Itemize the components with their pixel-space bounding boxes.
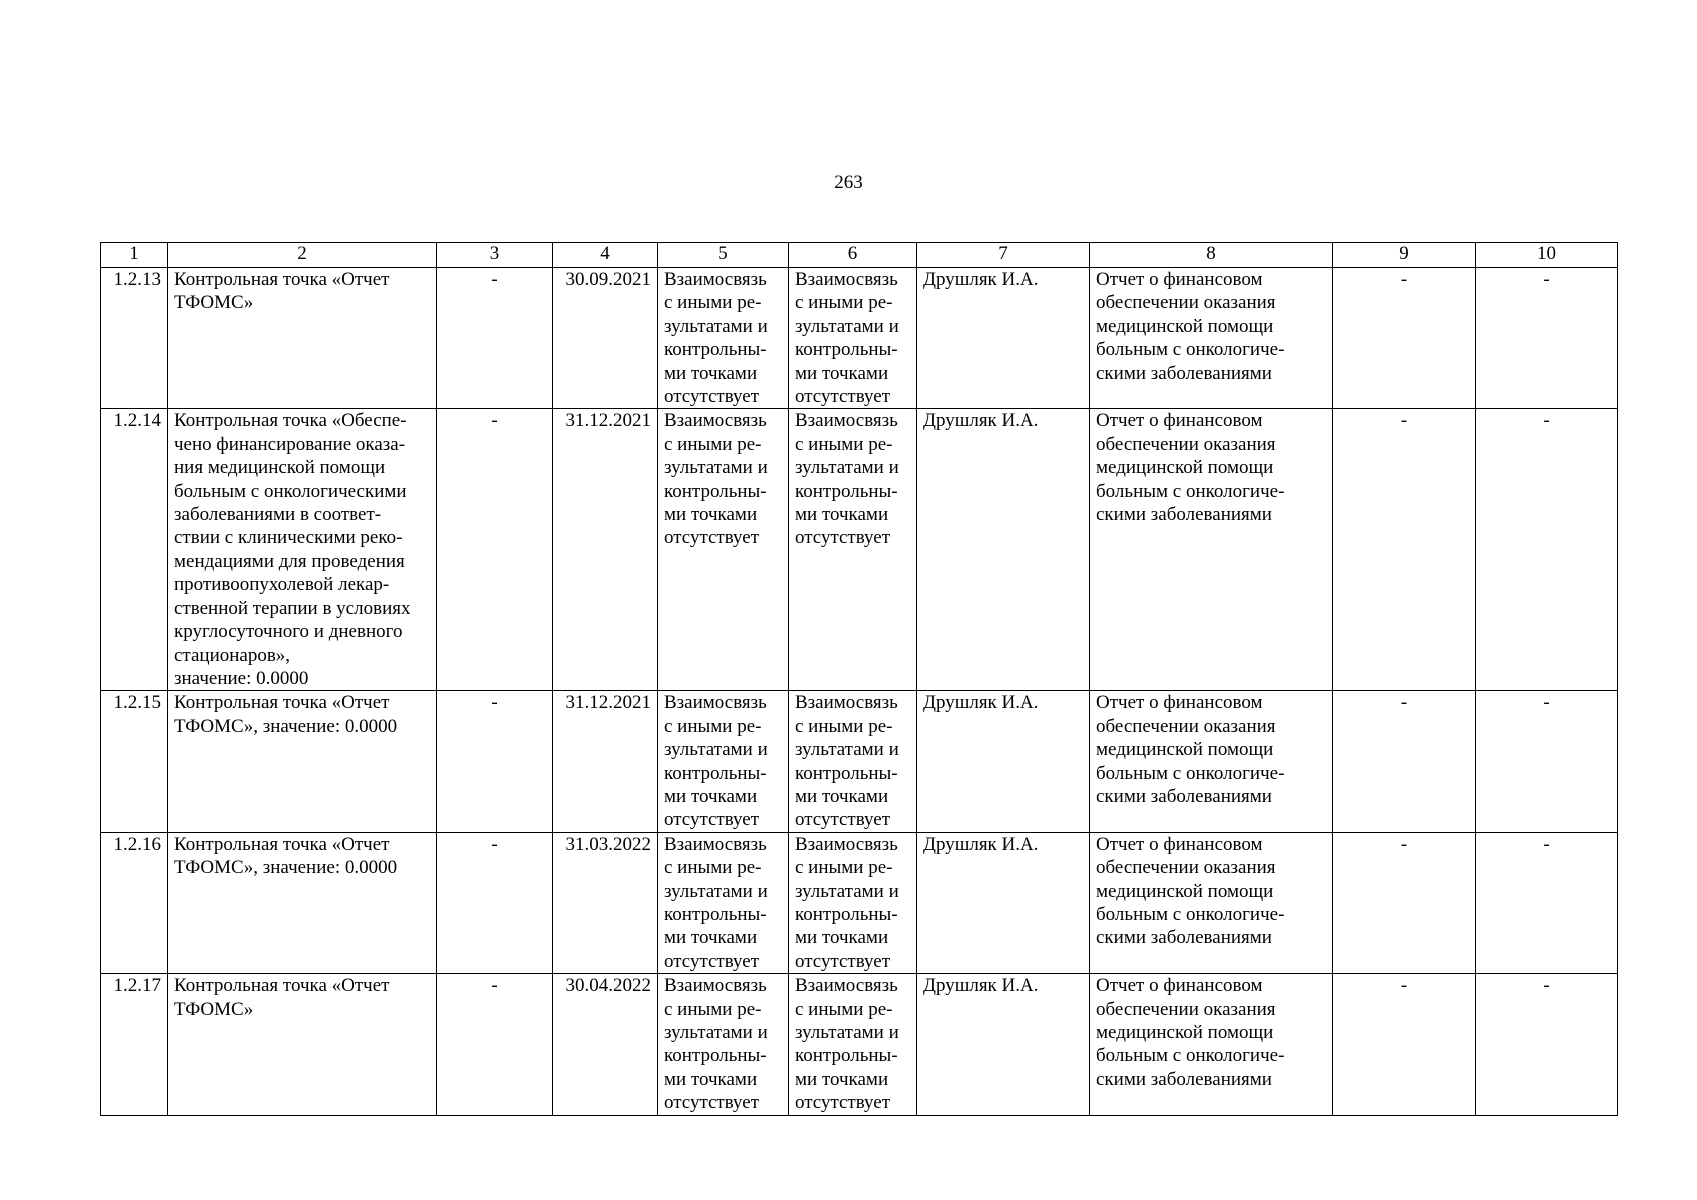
- relationship-col5: Взаимосвязь с иными ре- зультатами и контрольны- ми точками отсутствует: [658, 974, 789, 1115]
- cell-col3: -: [437, 268, 553, 409]
- column-header-7: 7: [917, 243, 1090, 268]
- checkpoints-table: [100, 242, 1618, 1116]
- relationship-col6: Взаимосвязь с иными ре- зультатами и контрольны- ми точками отсутствует: [789, 832, 917, 973]
- column-header-8: 8: [1090, 243, 1333, 268]
- table-row: [101, 832, 1618, 973]
- cell-col3: -: [437, 691, 553, 832]
- responsible-person: Друшляк И.А.: [917, 974, 1090, 1115]
- cell-col3: -: [437, 832, 553, 973]
- checkpoint-description: Контрольная точка «Отчет ТФОМС», значение: 0.0000: [168, 691, 437, 832]
- cell-col9: -: [1333, 691, 1476, 832]
- cell-col10: -: [1476, 832, 1618, 973]
- relationship-col6: Взаимосвязь с иными ре- зультатами и контрольны- ми точками отсутствует: [789, 974, 917, 1115]
- responsible-person: Друшляк И.А.: [917, 268, 1090, 409]
- column-header-3: 3: [437, 243, 553, 268]
- table-row: [101, 268, 1618, 409]
- row-number: 1.2.13: [101, 268, 168, 409]
- column-header-5: 5: [658, 243, 789, 268]
- column-header-4: 4: [553, 243, 658, 268]
- row-number: 1.2.15: [101, 691, 168, 832]
- responsible-person: Друшляк И.А.: [917, 832, 1090, 973]
- cell-col9: -: [1333, 409, 1476, 691]
- column-header-2: 2: [168, 243, 437, 268]
- row-number: 1.2.17: [101, 974, 168, 1115]
- report-document: Отчет о финансовом обеспечении оказания медицинской помощи больным с онкологиче- скими заболеваниями: [1090, 409, 1333, 691]
- checkpoint-description: Контрольная точка «Отчет ТФОМС»: [168, 974, 437, 1115]
- table-row: [101, 974, 1618, 1115]
- report-document: Отчет о финансовом обеспечении оказания медицинской помощи больным с онкологиче- скими заболеваниями: [1090, 974, 1333, 1115]
- table-row: [101, 691, 1618, 832]
- report-document: Отчет о финансовом обеспечении оказания медицинской помощи больным с онкологиче- скими заболеваниями: [1090, 832, 1333, 973]
- cell-col10: -: [1476, 974, 1618, 1115]
- table-row: [101, 409, 1618, 691]
- relationship-col5: Взаимосвязь с иными ре- зультатами и контрольны- ми точками отсутствует: [658, 691, 789, 832]
- table-body: [101, 268, 1618, 1116]
- cell-col10: -: [1476, 409, 1618, 691]
- page-number: 263: [834, 172, 863, 193]
- responsible-person: Друшляк И.А.: [917, 409, 1090, 691]
- checkpoint-description: Контрольная точка «Отчет ТФОМС», значение: 0.0000: [168, 832, 437, 973]
- report-document: Отчет о финансовом обеспечении оказания медицинской помощи больным с онкологиче- скими заболеваниями: [1090, 268, 1333, 409]
- cell-col10: -: [1476, 691, 1618, 832]
- cell-col9: -: [1333, 268, 1476, 409]
- relationship-col5: Взаимосвязь с иными ре- зультатами и контрольны- ми точками отсутствует: [658, 268, 789, 409]
- cell-col10: -: [1476, 268, 1618, 409]
- checkpoint-description: Контрольная точка «Обеспе- чено финансирование оказа- ния медицинской помощи больным с онкологическими заболеваниями в соответ- ствии с клиническими реко- мендациями для проведения противоопухолевой лекар- ственной терапии в условиях круглосуточного и дневного стационаров», значение: 0.0000: [168, 409, 437, 691]
- relationship-col6: Взаимосвязь с иными ре- зультатами и контрольны- ми точками отсутствует: [789, 409, 917, 691]
- column-header-10: 10: [1476, 243, 1618, 268]
- relationship-col6: Взаимосвязь с иными ре- зультатами и контрольны- ми точками отсутствует: [789, 268, 917, 409]
- relationship-col5: Взаимосвязь с иными ре- зультатами и контрольны- ми точками отсутствует: [658, 409, 789, 691]
- checkpoint-date: 31.12.2021: [553, 691, 658, 832]
- cell-col3: -: [437, 409, 553, 691]
- report-document: Отчет о финансовом обеспечении оказания медицинской помощи больным с онкологиче- скими заболеваниями: [1090, 691, 1333, 832]
- checkpoint-date: 30.04.2022: [553, 974, 658, 1115]
- column-header-6: 6: [789, 243, 917, 268]
- column-header-1: 1: [101, 243, 168, 268]
- table-header-row: [101, 243, 1618, 268]
- relationship-col6: Взаимосвязь с иными ре- зультатами и контрольны- ми точками отсутствует: [789, 691, 917, 832]
- column-header-9: 9: [1333, 243, 1476, 268]
- checkpoint-date: 31.12.2021: [553, 409, 658, 691]
- cell-col9: -: [1333, 832, 1476, 973]
- checkpoint-description: Контрольная точка «Отчет ТФОМС»: [168, 268, 437, 409]
- relationship-col5: Взаимосвязь с иными ре- зультатами и контрольны- ми точками отсутствует: [658, 832, 789, 973]
- responsible-person: Друшляк И.А.: [917, 691, 1090, 832]
- checkpoint-date: 31.03.2022: [553, 832, 658, 973]
- checkpoint-date: 30.09.2021: [553, 268, 658, 409]
- cell-col3: -: [437, 974, 553, 1115]
- row-number: 1.2.16: [101, 832, 168, 973]
- cell-col9: -: [1333, 974, 1476, 1115]
- row-number: 1.2.14: [101, 409, 168, 691]
